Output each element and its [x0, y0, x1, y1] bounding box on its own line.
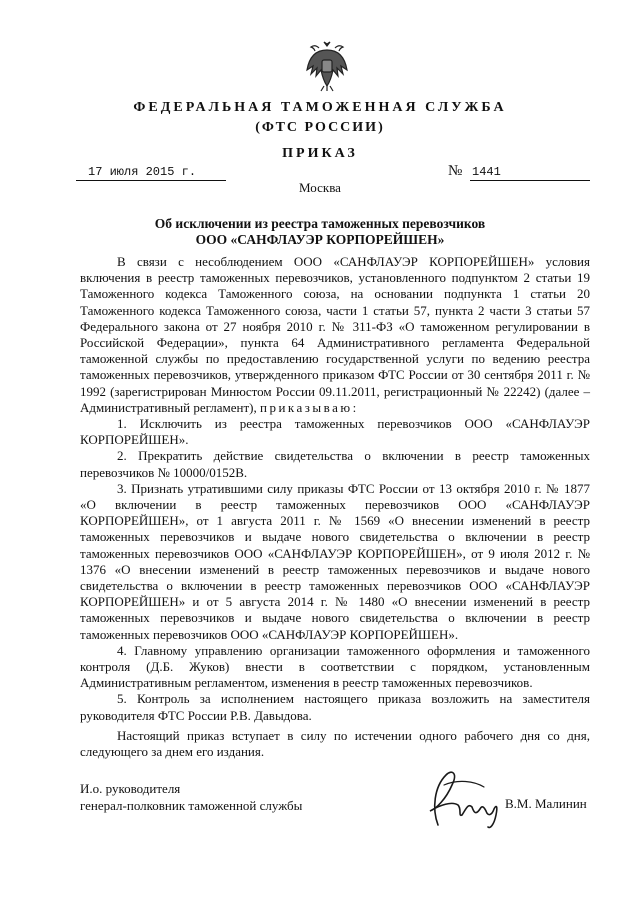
title-line-2: ООО «САНФЛАУЭР КОРПОРЕЙШЕН» [195, 232, 445, 247]
order-item-5: 5. Контроль за исполнением настоящего приказа возложить на заместителя руководителя ФТС России Р.В. Давыдова. [80, 691, 590, 723]
order-item-4: 4. Главному управлению организации таможенного оформления и таможенного контроля (Д.Б. Жуков) внести в соответствии с порядком, установленным Административным регламентом, изменения в реестр таможенных перевозчиков. [80, 642, 590, 691]
organization-abbreviation: (ФТС РОССИИ) [255, 120, 385, 135]
document-number: 1441 [470, 165, 590, 181]
handwritten-signature [418, 765, 508, 831]
signatory-position-line-2: генерал-полковник таможенной службы [80, 798, 303, 813]
order-item-1: 1. Исключить из реестра таможенных перевозчиков ООО «САНФЛАУЭР КОРПОРЕЙШЕН». [80, 416, 590, 448]
title-line-1: Об исключении из реестра таможенных перевозчиков [154, 216, 486, 231]
order-item-3: 3. Признать утратившими силу приказы ФТС России от 13 октября 2010 г. № 1877 «О включении в реестр таможенных перевозчиков ООО «САНФЛАУЭР КОРПОРЕЙШЕН», от 1 августа 2011 г. № 1569 «О внесении изменений в реестр таможенных перевозчиков и выдаче нового свидетельства о включении в реестр таможенных перевозчиков ООО «САНФЛАУЭР КОРПОРЕЙШЕН», от 9 июля 2012 г. № 1376 «О внесении изменений в реестр таможенных перевозчиков и выдаче нового свидетельства о включении в реестр таможенных перевозчиков ООО «САНФЛАУЭР КОРПОРЕЙШЕН» и от 5 августа 2014 г. № 1480 «О внесении изменений в реестр таможенных перевозчиков и выдаче нового свидетельства о включении в реестр таможенных перевозчиков ООО «САНФЛАУЭР КОРПОРЕЙШЕН». [80, 480, 590, 642]
document-body [80, 254, 590, 724]
preamble-paragraph [80, 254, 590, 416]
document-city: Москва [299, 180, 341, 195]
signatory-position [80, 780, 302, 814]
organization-name: ФЕДЕРАЛЬНАЯ ТАМОЖЕННАЯ СЛУЖБА [133, 100, 507, 115]
order-item-2: 2. Прекратить действие свидетельства о включении в реестр таможенных перевозчиков № 10000/0152В. [80, 448, 590, 480]
signatory-position-line-1: И.о. руководителя [80, 781, 181, 796]
double-headed-eagle-icon [305, 40, 349, 92]
document-date: 17 июля 2015 г. [76, 165, 226, 181]
document-title [60, 216, 580, 248]
order-word: приказываю: [259, 399, 359, 415]
preamble-text: В связи с несоблюдением ООО «САНФЛАУЭР КОРПОРЕЙШЕН» условия включения в реестр таможенных перевозчиков, установленного подпунктом 2 статьи 19 Таможенного кодекса Таможенного союза, на основании подпункта 1 статьи 20 Таможенного кодекса Таможенного союза, части 1 статьи 57, пункта 2 части 3 статьи 57 Федерального закона от 27 ноября 2010 г. № 311-ФЗ «О таможенном регулировании в Российской Федерации», пункта 64 Административного регламента Федеральной таможенной службы по предоставлению государственной услуги по ведению реестра таможенных перевозчиков, утвержденного приказом ФТС России от 30 сентября 2011 г. № 1992 (зарегистрирован Минюстом России 09.11.2011, регистрационный № 22242) (далее – Административный регламент), [80, 254, 590, 415]
effective-date-text: Настоящий приказ вступает в силу по истечении одного рабочего дня со дня, следующего за днем его издания. [80, 728, 590, 760]
signatory-name: В.М. Малинин [505, 796, 587, 811]
document-type: ПРИКАЗ [282, 146, 358, 161]
number-sign: № [448, 163, 463, 179]
closing-paragraph [80, 728, 590, 760]
